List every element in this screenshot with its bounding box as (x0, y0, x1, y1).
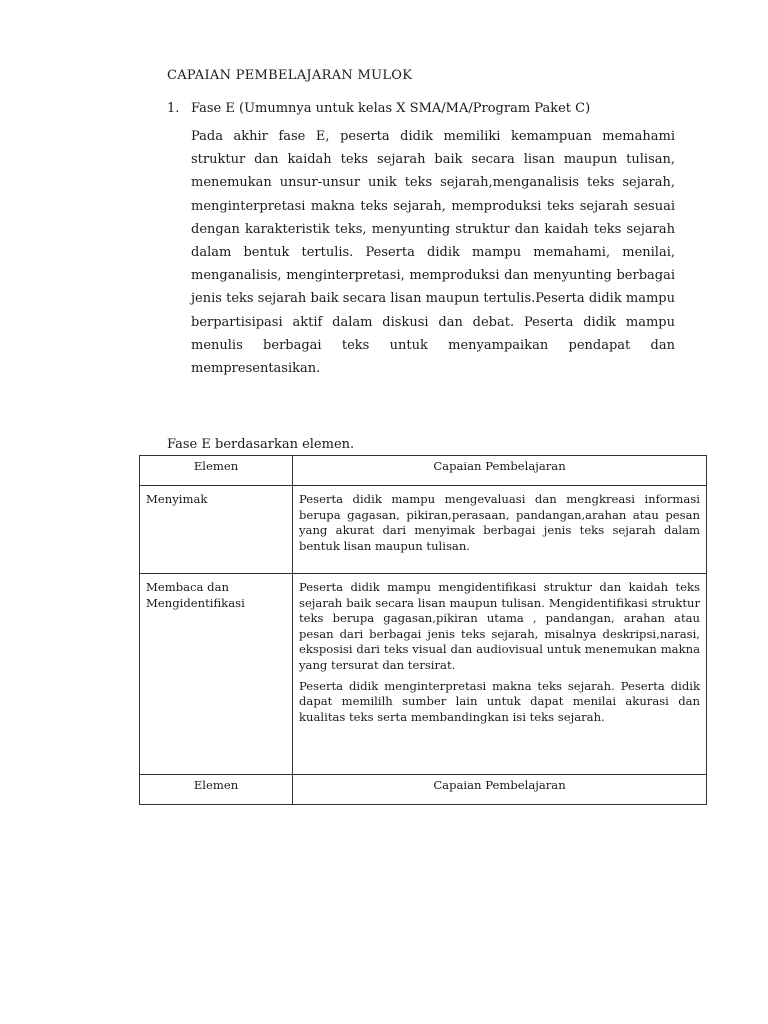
list-item-paragraph: Pada akhir fase E, peserta didik memiliki kemampuan memahami struktur dan kaidah teks sejarah baik secara lisan maupun tulisan, menemukan unsur-unsur unik teks sejarah,menganalisis teks sejarah, menginterpretasi makna teks sejarah, memproduksi teks sejarah sesuai dengan karakteristik teks, menyunting struktur dan kaidah teks sejarah dalam bentuk tertulis. Peserta didik mampu memahami, menilai, menganalisis, menginterpretasi, memproduksi dan menyunting berbagai jenis teks sejarah baik secara lisan maupun tertulis.Peserta didik mampu berpartisipasi aktif dalam diskusi dan debat. Peserta didik mampu menulis berbagai teks untuk menyampaikan pendapat dan mempresentasikan. (191, 129, 675, 377)
header-capaian: Capaian Pembelajaran (293, 775, 707, 805)
elemen-table (139, 455, 707, 805)
capaian-paragraph: Peserta didik mampu mengevaluasi dan mengkreasi informasi berupa gagasan, pikiran,perasaan, pandangan,arahan atau pesan yang akurat dari menyimak berbagai jenis teks sejarah dalam bentuk lisan maupun tulisan. (299, 492, 700, 553)
table-row (140, 574, 707, 775)
list-item-number: 1. (167, 101, 180, 116)
header-capaian: Capaian Pembelajaran (293, 456, 707, 486)
header-elemen: Elemen (140, 775, 293, 805)
document-title: CAPAIAN PEMBELAJARAN MULOK (167, 68, 413, 83)
table-row (140, 486, 707, 574)
row-elemen: Membaca dan Mengidentifikasi (140, 574, 293, 775)
row-capaian (293, 486, 707, 574)
table-header-row (140, 456, 707, 486)
header-elemen: Elemen (140, 456, 293, 486)
table-header-row-repeat (140, 775, 707, 805)
row-elemen: Menyimak (140, 486, 293, 574)
table-caption: Fase E berdasarkan elemen. (167, 437, 355, 452)
list-item-heading: Fase E (Umumnya untuk kelas X SMA/MA/Program Paket C) (191, 101, 591, 116)
capaian-paragraph: Peserta didik menginterpretasi makna teks sejarah. Peserta didik dapat memililh sumber lain untuk dapat menilai akurasi dan kualitas teks serta membandingkan isi teks sejarah. (299, 678, 700, 724)
capaian-paragraph: Peserta didik mampu mengidentifikasi struktur dan kaidah teks sejarah baik secara lisan maupun tulisan. Mengidentifikasi struktur teks berupa gagasan,pikiran utama , pandangan, arahan atau pesan dari berbagai jenis teks sejarah, misalnya deskripsi,narasi, eksposisi dari teks visual dan audiovisual untuk menemukan makna yang tersurat dan tersirat. (299, 580, 700, 672)
row-capaian (293, 574, 707, 775)
